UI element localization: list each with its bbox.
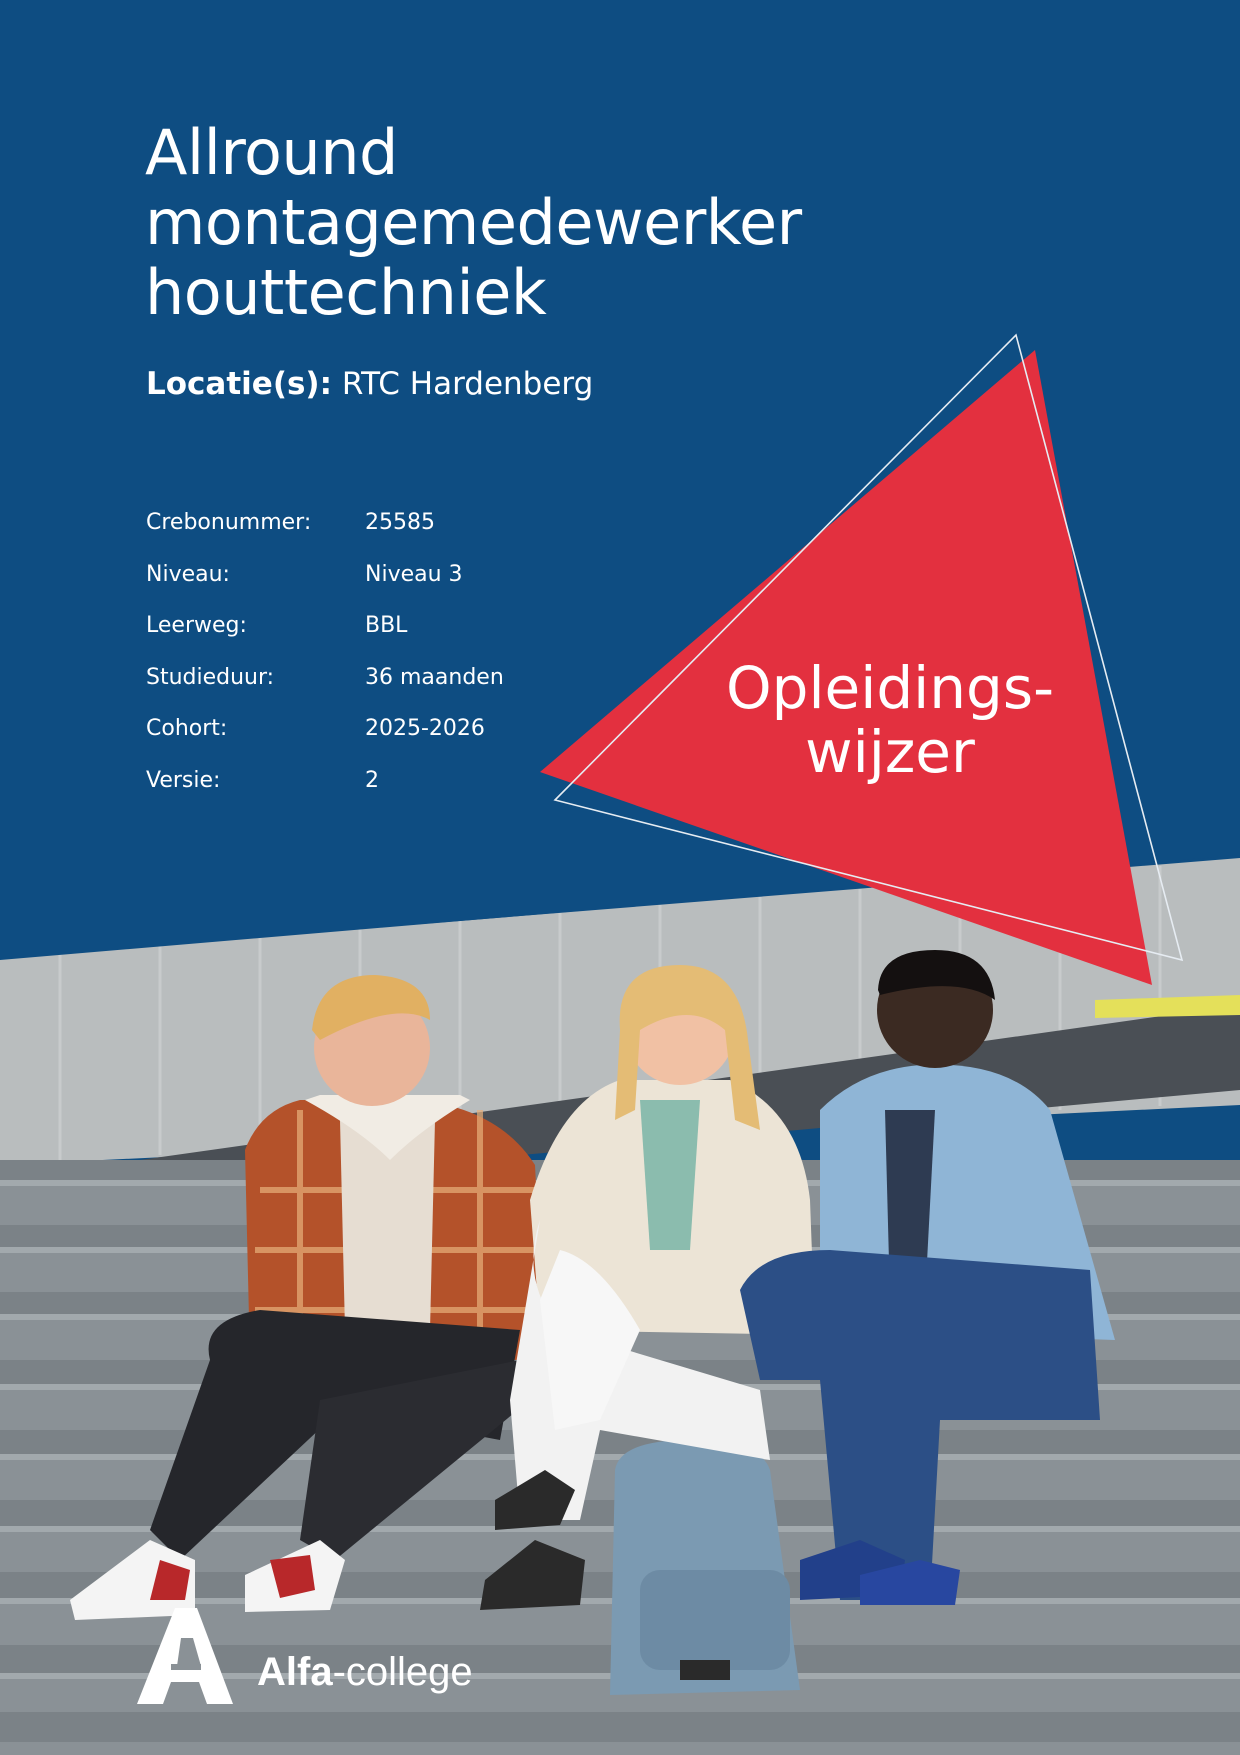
detail-label: Studieduur: [146, 664, 275, 690]
alfa-logo-icon [137, 1608, 233, 1704]
badge-line: Opleidings- [725, 654, 1055, 722]
alfa-college-logo [137, 1608, 517, 1704]
location-line [146, 364, 593, 404]
detail-row [146, 652, 504, 704]
detail-value: 36 maanden [365, 664, 504, 690]
detail-row [146, 703, 504, 755]
detail-row [146, 755, 504, 807]
detail-label: Niveau: [146, 561, 230, 587]
detail-value: BBL [365, 613, 408, 639]
detail-label: Versie: [146, 767, 221, 793]
title-line: Allround [145, 116, 398, 189]
detail-row [146, 549, 504, 601]
logo-brand-rest: -college [332, 1650, 473, 1694]
logo-wordmark [257, 1648, 473, 1696]
title-line: houttechniek [145, 256, 547, 329]
title-line: montagemedewerker [145, 186, 802, 259]
detail-value: 2025-2026 [365, 716, 485, 742]
detail-value: Niveau 3 [365, 561, 463, 587]
detail-row [146, 600, 504, 652]
details-table [146, 497, 504, 806]
detail-label: Leerweg: [146, 613, 247, 639]
logo-brand-bold: Alfa [257, 1650, 333, 1694]
detail-value: 2 [365, 767, 379, 793]
badge-opleidingswijzer [690, 656, 1090, 784]
location-value: RTC Hardenberg [341, 366, 594, 402]
detail-label: Cohort: [146, 716, 228, 742]
detail-label: Crebonummer: [146, 510, 312, 536]
badge-line: wijzer [805, 718, 975, 786]
page-title [145, 118, 965, 328]
detail-value: 25585 [365, 510, 435, 536]
location-label: Locatie(s): [146, 366, 332, 402]
detail-row [146, 497, 504, 549]
